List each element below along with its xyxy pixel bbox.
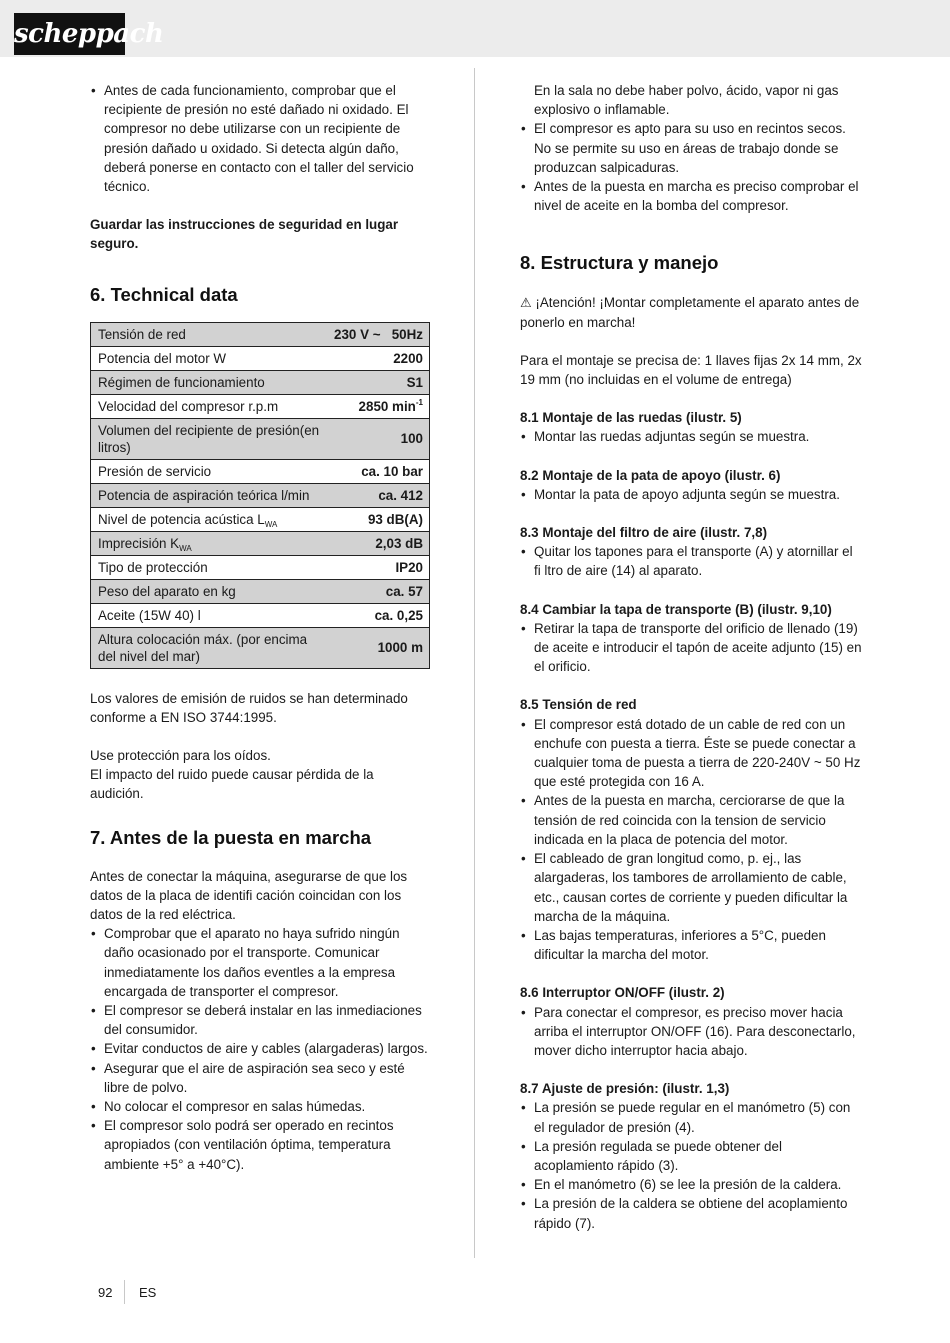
spec-label	[91, 322, 328, 346]
spec-label	[91, 603, 328, 627]
spec-row	[91, 627, 430, 668]
spec-value	[327, 394, 429, 418]
noise-impact-text: El impacto del ruido puede causar pérdida de la audición.	[90, 767, 374, 802]
list-item: • Asegurar que el aire de aspiración sea seco y esté libre de polvo.	[90, 1059, 430, 1097]
column-divider	[474, 68, 475, 1258]
list-item: • El compresor está dotado de un cable de red con un enchufe con puesta a tierra. Éste se puede conectar a cualquier toma de puesta a tierra de 220-240V ~ 50 Hz que esté protegida con 16 A.	[520, 715, 862, 792]
spec-row	[91, 346, 430, 370]
page-number: 92	[98, 1285, 113, 1300]
left-column	[90, 81, 430, 1174]
list-item: • Las bajas temperaturas, inferiores a 5°C, pueden dificultar la marcha del motor.	[520, 926, 862, 964]
warning-icon: ⚠	[520, 295, 532, 311]
spec-label-text: Presión de servicio	[98, 463, 212, 479]
spec-row	[91, 394, 430, 418]
list-item: • Evitar conductos de aire y cables (alargaderas) largos.	[90, 1039, 430, 1058]
ear-protection-text: Use protección para los oídos.	[90, 748, 271, 764]
spec-value-text: IP20	[395, 559, 423, 575]
spec-label	[91, 483, 328, 507]
spec-value-text: 2200	[393, 350, 423, 366]
spec-label-subscript: WA	[264, 519, 278, 529]
spec-label-text: Altura colocación máx. (por encima del nivel del mar)	[98, 631, 308, 664]
spec-value-text: ca. 412	[378, 487, 423, 503]
spec-value-superscript: -1	[415, 397, 423, 407]
spec-value-text: 230 V ~ 50Hz	[334, 326, 423, 342]
warning-text	[520, 293, 862, 331]
list-item: • No colocar el compresor en salas húmedas.	[90, 1097, 430, 1116]
spec-value-text: 2,03 dB	[375, 535, 423, 551]
subsection-title: 8.3 Montaje del filtro de aire (ilustr. 7,8)	[520, 525, 768, 541]
spec-label-text: Potencia del motor W	[98, 350, 227, 366]
spec-row	[91, 603, 430, 627]
spec-value	[327, 459, 429, 483]
spec-label	[91, 531, 328, 555]
subsection-title: 8.6 Interruptor ON/OFF (ilustr. 2)	[520, 985, 725, 1001]
spec-row	[91, 531, 430, 555]
spec-label	[91, 507, 328, 531]
spec-value	[327, 531, 429, 555]
assembly-text: Para el montaje se precisa de: 1 llaves fijas 2x 14 mm, 2x 19 mm (no incluidas en el volume de entrega)	[520, 352, 862, 388]
intro-list	[90, 81, 430, 196]
spec-row	[91, 483, 430, 507]
spec-value	[327, 579, 429, 603]
spec-value-text: 93 dB(A)	[367, 511, 423, 527]
list-item: • Para conectar el compresor, es preciso mover hacia arriba el interruptor ON/OFF (16). Para desconectarlo, mover dicho interruptor hacia abajo.	[520, 1003, 862, 1061]
list-item: • Retirar la tapa de transporte del orificio de llenado (19) de aceite e introducir el tapón de aceite adjunto (15) en el orificio.	[520, 619, 862, 677]
spec-row	[91, 507, 430, 531]
right-column	[520, 81, 862, 1233]
spec-label-text: Tipo de protección	[98, 559, 208, 575]
spec-label	[91, 394, 328, 418]
list-item: • Montar las ruedas adjuntas según se muestra.	[520, 427, 862, 446]
subsections	[520, 408, 862, 1233]
spec-label	[91, 627, 328, 668]
spec-row	[91, 370, 430, 394]
list-item: • El compresor se deberá instalar en las inmediaciones del consumidor.	[90, 1001, 430, 1039]
section-8-title: 8. Estructura y manejo	[520, 252, 719, 274]
spec-value-text: 1000 m	[377, 640, 423, 656]
spec-value-text: ca. 10 bar	[361, 463, 423, 479]
spec-label	[91, 555, 328, 579]
spec-row	[91, 459, 430, 483]
subsection-title: 8.2 Montaje de la pata de apoyo (ilustr. 6)	[520, 467, 781, 483]
subsection-list	[520, 485, 862, 504]
subsection-list	[520, 427, 862, 446]
spec-value	[327, 370, 429, 394]
list-item: • Antes de la puesta en marcha es preciso comprobar el nivel de aceite en la bomba del compresor.	[520, 177, 862, 215]
subsection-list	[520, 542, 862, 580]
list-item: • Comprobar que el aparato no haya sufrido ningún daño ocasionado por el transporte. Comunicar inmediatamente los daños eventles a la empresa encargada de transporter el compresor.	[90, 924, 430, 1001]
spec-value	[327, 418, 429, 459]
spec-label	[91, 418, 328, 459]
technical-data-table	[90, 322, 430, 669]
list-item: • Montar la pata de apoyo adjunta según se muestra.	[520, 485, 862, 504]
list-item: • La presión de la caldera se obtiene del acoplamiento rápido (7).	[520, 1194, 862, 1232]
spec-label	[91, 370, 328, 394]
list-item: • En el manómetro (6) se lee la presión de la caldera.	[520, 1175, 862, 1194]
intro-bullet: • Antes de cada funcionamiento, comprobar que el recipiente de presión no esté dañado ni oxidado. El compresor no debe utilizarse con un recipiente de presión dañado u oxidado. Si detecta algún daño, deberá ponerse en contacto con el taller del servicio técnico.	[90, 81, 430, 196]
subsection-title: 8.1 Montaje de las ruedas (ilustr. 5)	[520, 410, 742, 426]
spec-row	[91, 322, 430, 346]
list-item: • El compresor solo podrá ser operado en recintos apropiados (con ventilación óptima, temperatura ambiente +5° a +40°C).	[90, 1116, 430, 1174]
spec-row	[91, 579, 430, 603]
spec-label-text: Potencia de aspiración teórica l/min	[98, 487, 310, 503]
spec-value	[327, 483, 429, 507]
spec-value-text: ca. 57	[385, 583, 423, 599]
section-7-title: 7. Antes de la puesta en marcha	[90, 826, 372, 848]
spec-label	[91, 579, 328, 603]
spec-row	[91, 555, 430, 579]
spec-label-subscript: WA	[179, 543, 192, 553]
spec-label	[91, 459, 328, 483]
footer-separator	[124, 1280, 125, 1304]
spec-value	[327, 555, 429, 579]
spec-value	[327, 346, 429, 370]
spec-value	[327, 322, 429, 346]
continued-text: En la sala no debe haber polvo, ácido, vapor ni gas explosivo o inflamable.	[534, 83, 839, 118]
spec-label-text: Peso del aparato en kg	[98, 583, 236, 599]
spec-value-text: 2850 min	[358, 398, 416, 414]
subsection-list	[520, 1003, 862, 1061]
section-6-title: 6. Technical data	[90, 283, 238, 305]
spec-label-text: Imprecisión K	[98, 535, 180, 551]
keep-instructions-note: Guardar las instrucciones de seguridad en lugar seguro.	[90, 217, 399, 252]
spec-label	[91, 346, 328, 370]
spec-value	[327, 603, 429, 627]
subsection-list	[520, 715, 862, 965]
spec-label-text: Nivel de potencia acústica L	[98, 511, 265, 527]
subsection-title: 8.5 Tensión de red	[520, 697, 637, 713]
subsection-title: 8.7 Ajuste de presión: (ilustr. 1,3)	[520, 1081, 730, 1097]
subsection-list	[520, 1098, 862, 1232]
spec-value-text: S1	[406, 374, 423, 390]
warning-label: ¡Atención! ¡Montar completamente el aparato antes de ponerlo en marcha!	[520, 295, 860, 330]
subsection-list	[520, 619, 862, 677]
list-item: • Antes de la puesta en marcha, cerciorarse de que la tensión de red coincida con la tension de servicio indicada en la placa de potencia del motor.	[520, 791, 862, 849]
spec-value-text: 100	[400, 431, 423, 447]
list-item: • La presión se puede regular en el manómetro (5) con el regulador de presión (4).	[520, 1098, 862, 1136]
spec-value	[327, 627, 429, 668]
spec-row	[91, 418, 430, 459]
page-header	[0, 0, 950, 57]
brand-logo: scheppach	[14, 13, 125, 55]
noise-emission-text: Los valores de emisión de ruidos se han determinado conforme a EN ISO 3744:1995.	[90, 690, 408, 725]
subsection-title: 8.4 Cambiar la tapa de transporte (B) (ilustr. 9,10)	[520, 601, 832, 617]
spec-value-text: ca. 0,25	[374, 607, 423, 623]
spec-label-text: Régimen de funcionamiento	[98, 374, 265, 390]
section-7-list	[90, 924, 430, 1174]
spec-value	[327, 507, 429, 531]
list-item: • El compresor es apto para su uso en recintos secos. No se permite su uso en áreas de trabajo donde se produzcan salpicaduras.	[520, 119, 862, 177]
spec-label-text: Volumen del recipiente de presión(en litros)	[98, 422, 320, 455]
section-7-intro: Antes de conectar la máquina, asegurarse de que los datos de la placa de identifi cación coincidan con los datos de la red eléctrica.	[90, 868, 408, 923]
list-item: • Quitar los tapones para el transporte (A) y atornillar el fi ltro de aire (14) al aparato.	[520, 542, 862, 580]
spec-label-text: Aceite (15W 40) l	[98, 607, 201, 623]
language-code: ES	[139, 1285, 157, 1300]
spec-label-text: Velocidad del compresor r.p.m	[98, 398, 279, 414]
list-item: • El cableado de gran longitud como, p. ej., las alargaderas, los tambores de arrollamiento de cable, etc., causan cortes de corriente y pueden dificultar la marcha de la máquina.	[520, 849, 862, 926]
continued-list	[520, 119, 862, 215]
spec-label-text: Tensión de red	[98, 326, 186, 342]
list-item: • La presión regulada se puede obtener del acoplamiento rápido (3).	[520, 1137, 862, 1175]
